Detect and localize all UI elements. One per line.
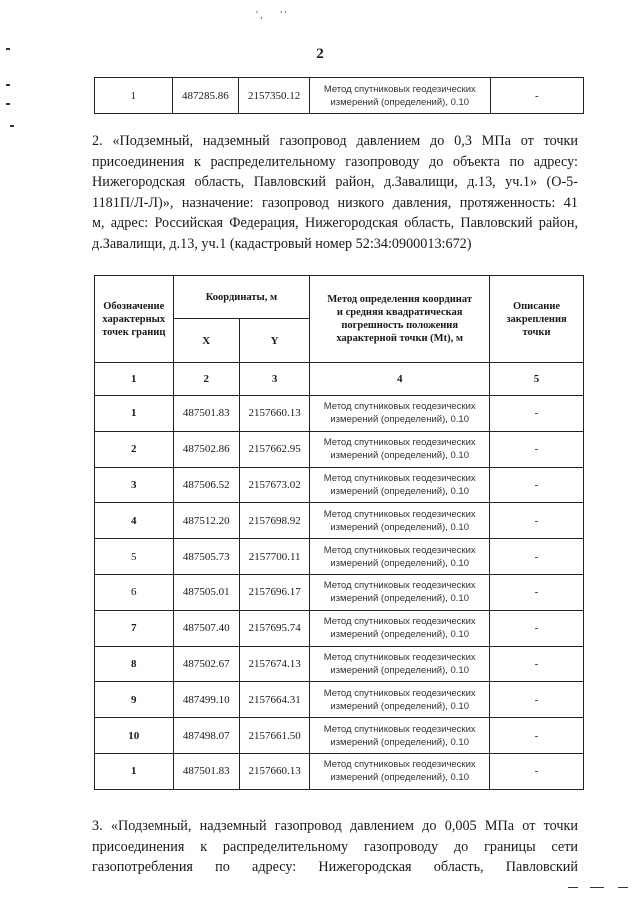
point-cell: 4 [95,503,174,539]
table-row [95,646,584,682]
scan-mark [10,125,14,127]
y-cell: 2157660.13 [239,753,309,789]
header-coordinates: Координаты, м [173,276,310,319]
method-cell: Метод спутниковых геодезических измерений (определений), 0.10 [310,503,490,539]
fixing-cell: - [490,753,584,789]
table-row [95,539,584,575]
point-cell: 1 [95,396,174,432]
table-row [95,610,584,646]
fixing-cell: - [490,539,584,575]
point-cell: 8 [95,646,174,682]
column-number: 5 [490,363,584,396]
fixing-cell: - [490,396,584,432]
fixing-cell: - [490,503,584,539]
y-cell: 2157660.13 [239,396,309,432]
y-cell: 2157673.02 [239,467,309,503]
header-x: X [173,319,239,363]
point-cell: 9 [95,682,174,718]
method-cell: Метод спутниковых геодезических измерений (определений), 0.10 [310,718,490,754]
x-cell: 487502.86 [173,431,239,467]
x-cell: 487285.86 [172,78,239,114]
y-cell: 2157695.74 [239,610,309,646]
point-cell: 1 [95,753,174,789]
x-cell: 487507.40 [173,610,239,646]
column-number-row [95,363,584,396]
x-cell: 487505.01 [173,574,239,610]
text-line: м, адрес: Российская Федерация, Нижегородская область, Павловский район, [92,215,578,231]
fixing-cell: - [490,646,584,682]
point-cell: 5 [95,539,174,575]
method-cell: Метод спутниковых геодезических измерений (определений), 0.10 [310,646,490,682]
method-cell: Метод спутниковых геодезических измерений (определений), 0.10 [310,467,490,503]
x-cell: 487505.73 [173,539,239,575]
fixing-cell: - [490,610,584,646]
point-cell: 6 [95,574,174,610]
coordinates-table [94,275,584,790]
table-row [95,753,584,789]
y-cell: 2157700.11 [239,539,309,575]
table-row [95,431,584,467]
x-cell: 487498.07 [173,718,239,754]
table-row [95,682,584,718]
fixing-cell: - [490,467,584,503]
header-method: Метод определения координат и средняя квадратическая погрешность положения характерной точки (Mt), м [310,276,490,363]
point-cell: 3 [95,467,174,503]
fixing-cell: - [490,718,584,754]
text-line: 1181П/Л-Л)», назначение: газопровод низкого давления, протяженность: 41 [92,194,578,211]
x-cell: 487501.83 [173,753,239,789]
text-line: 3. «Подземный, надземный газопровод давлением до 0,005 МПа от точки [92,818,578,834]
text-line: присоединения к распределительному газопроводу до объекта по адресу: [92,153,578,170]
column-number: 1 [95,363,174,396]
text-line: 2. «Подземный, надземный газопровод давлением до 0,3 МПа от точки [92,133,578,149]
method-cell: Метод спутниковых геодезических измерений (определений), 0.10 [310,610,490,646]
y-cell: 2157661.50 [239,718,309,754]
page-number: 2 [316,46,324,62]
scan-mark [6,103,10,105]
x-cell: 487512.20 [173,503,239,539]
header-fixing: Описание закрепления точки [490,276,584,363]
y-cell: 2157696.17 [239,574,309,610]
scan-mark [618,887,628,888]
x-cell: 487506.52 [173,467,239,503]
method-cell: Метод спутниковых геодезических измерений (определений), 0.10 [310,396,490,432]
scan-mark [568,887,578,888]
column-number: 4 [310,363,490,396]
fixing-cell: - [490,78,583,114]
text-line: газопотребления по адресу: Нижегородская область, Павловский [92,859,578,875]
table-body [95,396,584,790]
y-cell: 2157674.13 [239,646,309,682]
method-cell: Метод спутниковых геодезических измерений (определений), 0.10 [310,574,490,610]
x-cell: 487501.83 [173,396,239,432]
point-cell: 1 [95,78,173,114]
scan-mark [590,887,604,888]
header-y: Y [239,319,309,363]
point-cell: 10 [95,718,174,754]
section-3-paragraph [92,816,578,878]
table-row [95,78,584,114]
fixing-cell: - [490,431,584,467]
header-designation: Обозначение характерных точек границ [95,276,174,363]
method-cell: Метод спутниковых геодезических измерений (определений), 0.10 [309,78,490,114]
x-cell: 487499.10 [173,682,239,718]
text-line: Нижегородская область, Павловский район, д.Завалищи, д.13, уч.1» (О-5- [92,174,578,190]
column-number: 3 [239,363,309,396]
table-row [95,503,584,539]
table-row [95,396,584,432]
top-row-table [94,77,584,114]
fixing-cell: - [490,682,584,718]
method-cell: Метод спутниковых геодезических измерений (определений), 0.10 [310,539,490,575]
scan-dots: ' , ' ' [256,10,287,21]
column-number: 2 [173,363,239,396]
scan-mark [6,84,10,86]
text-line: д.Завалищи, д.13, уч.1 (кадастровый номер 52:34:0900013:672) [92,235,472,252]
table-row [95,574,584,610]
y-cell: 2157664.31 [239,682,309,718]
table-row [95,467,584,503]
x-cell: 487502.67 [173,646,239,682]
y-cell: 2157662.95 [239,431,309,467]
method-cell: Метод спутниковых геодезических измерений (определений), 0.10 [310,753,490,789]
section-2-paragraph [92,131,578,254]
y-cell: 2157698.92 [239,503,309,539]
table-row [95,718,584,754]
y-cell: 2157350.12 [239,78,310,114]
point-cell: 2 [95,431,174,467]
method-cell: Метод спутниковых геодезических измерений (определений), 0.10 [310,431,490,467]
method-cell: Метод спутниковых геодезических измерений (определений), 0.10 [310,682,490,718]
fixing-cell: - [490,574,584,610]
text-line: присоединения к распределительному газопроводу до границы сети [92,838,578,855]
point-cell: 7 [95,610,174,646]
